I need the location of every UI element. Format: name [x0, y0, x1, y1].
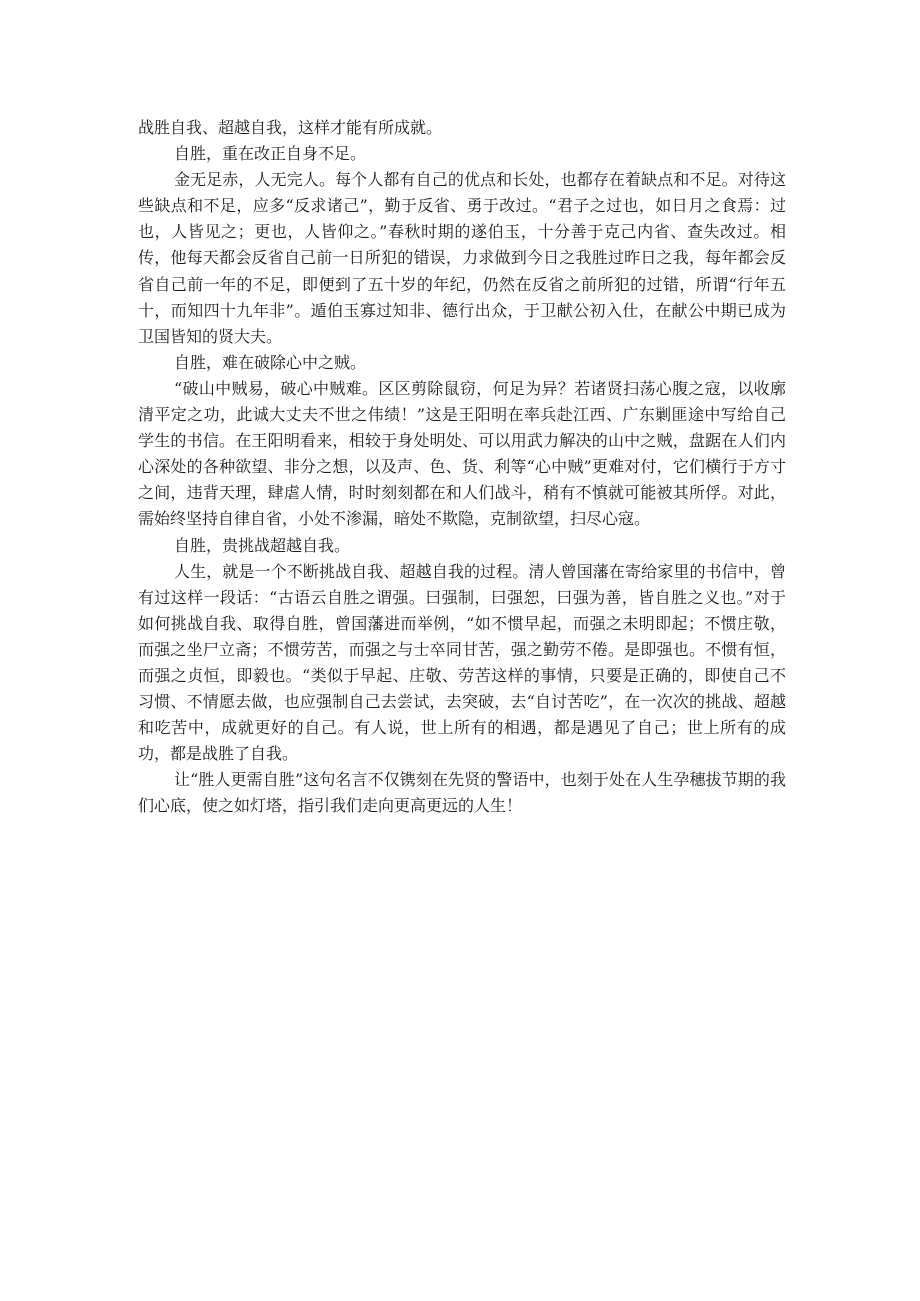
paragraph-3: 人生，就是一个不断挑战自我、超越自我的过程。清人曾国藩在寄给家里的书信中，曾有过这样一段话：“古语云自胜之谓强。曰强制，曰强恕，曰强为善，皆自胜之义也。”对于如何挑战自我、取得自胜，曾国藩进而举例，“如不惯早起，而强之未明即起；不惯庄敬，而强之坐尸立斋；不惯劳苦，而强之与士卒同甘苦，强之勤劳不倦。是即强也。不惯有恒，而强之贞恒，即毅也。“类似于早起、庄敬、劳苦这样的事情，只要是正确的，即使自己不习惯、不情愿去做，也应强制自己去尝试，去突破，去“自讨苦吃”，在一次次的挑战、超越和吃苦中，成就更好的自己。有人说，世上所有的相遇，都是遇见了自己；世上所有的成功，都是战胜了自我。: [138, 561, 786, 764]
section-heading-2: 自胜，难在破除心中之贼。: [174, 352, 367, 372]
paragraph-2: “破山中贼易，破心中贼难。区区剪除鼠窃，何足为异？若诸贤扫荡心腹之寇，以收廓清平定之功，此诚大丈夫不世之伟绩！”这是王阳明在率兵赴江西、广东剿匪途中写给自己学生的书信。在王阳明看来，相较于身处明处、可以用武力解决的山中之贼，盘踞在人们内心深处的各种欲望、非分之想，以及声、色、货、利等“心中贼”更难对付，它们横行于方寸之间，违背天理，肆虐人情，时时刻刻都在和人们战斗，稍有不慎就可能被其所俘。对此，需始终坚持自律自省，小处不渗漏，暗处不欺隐，克制欲望，扫尽心寇。: [138, 378, 786, 529]
section-heading-3: 自胜，贵挑战超越自我。: [174, 535, 351, 555]
section-heading-1: 自胜，重在改正自身不足。: [174, 144, 367, 164]
article-body: [138, 115, 786, 820]
paragraph-conclusion: 让“胜人更需自胜”这句名言不仅镌刻在先贤的警语中，也刻于处在人生孕穗拔节期的我们心底，使之如灯塔，指引我们走向更高更远的人生！: [138, 770, 786, 816]
paragraph-1: 金无足赤，人无完人。每个人都有自己的优点和长处，也都存在着缺点和不足。对待这些缺点和不足，应多“反求诸己”，勤于反省、勇于改过。“君子之过也，如日月之食焉：过也，人皆见之；更也，人皆仰之。”春秋时期的遂伯玉，十分善于克己内省、查失改过。相传，他每天都会反省自己前一日所犯的错误，力求做到今日之我胜过昨日之我，每年都会反省自己前一年的不足，即便到了五十岁的年纪，仍然在反省之前所犯的过错，所谓“行年五十，而知四十九年非”。遁伯玉寡过知非、德行出众，于卫献公初入仕，在献公中期已成为卫国皆知的贤大夫。: [138, 170, 786, 346]
paragraph-continuation: 战胜自我、超越自我，这样才能有所成就。: [138, 118, 443, 137]
